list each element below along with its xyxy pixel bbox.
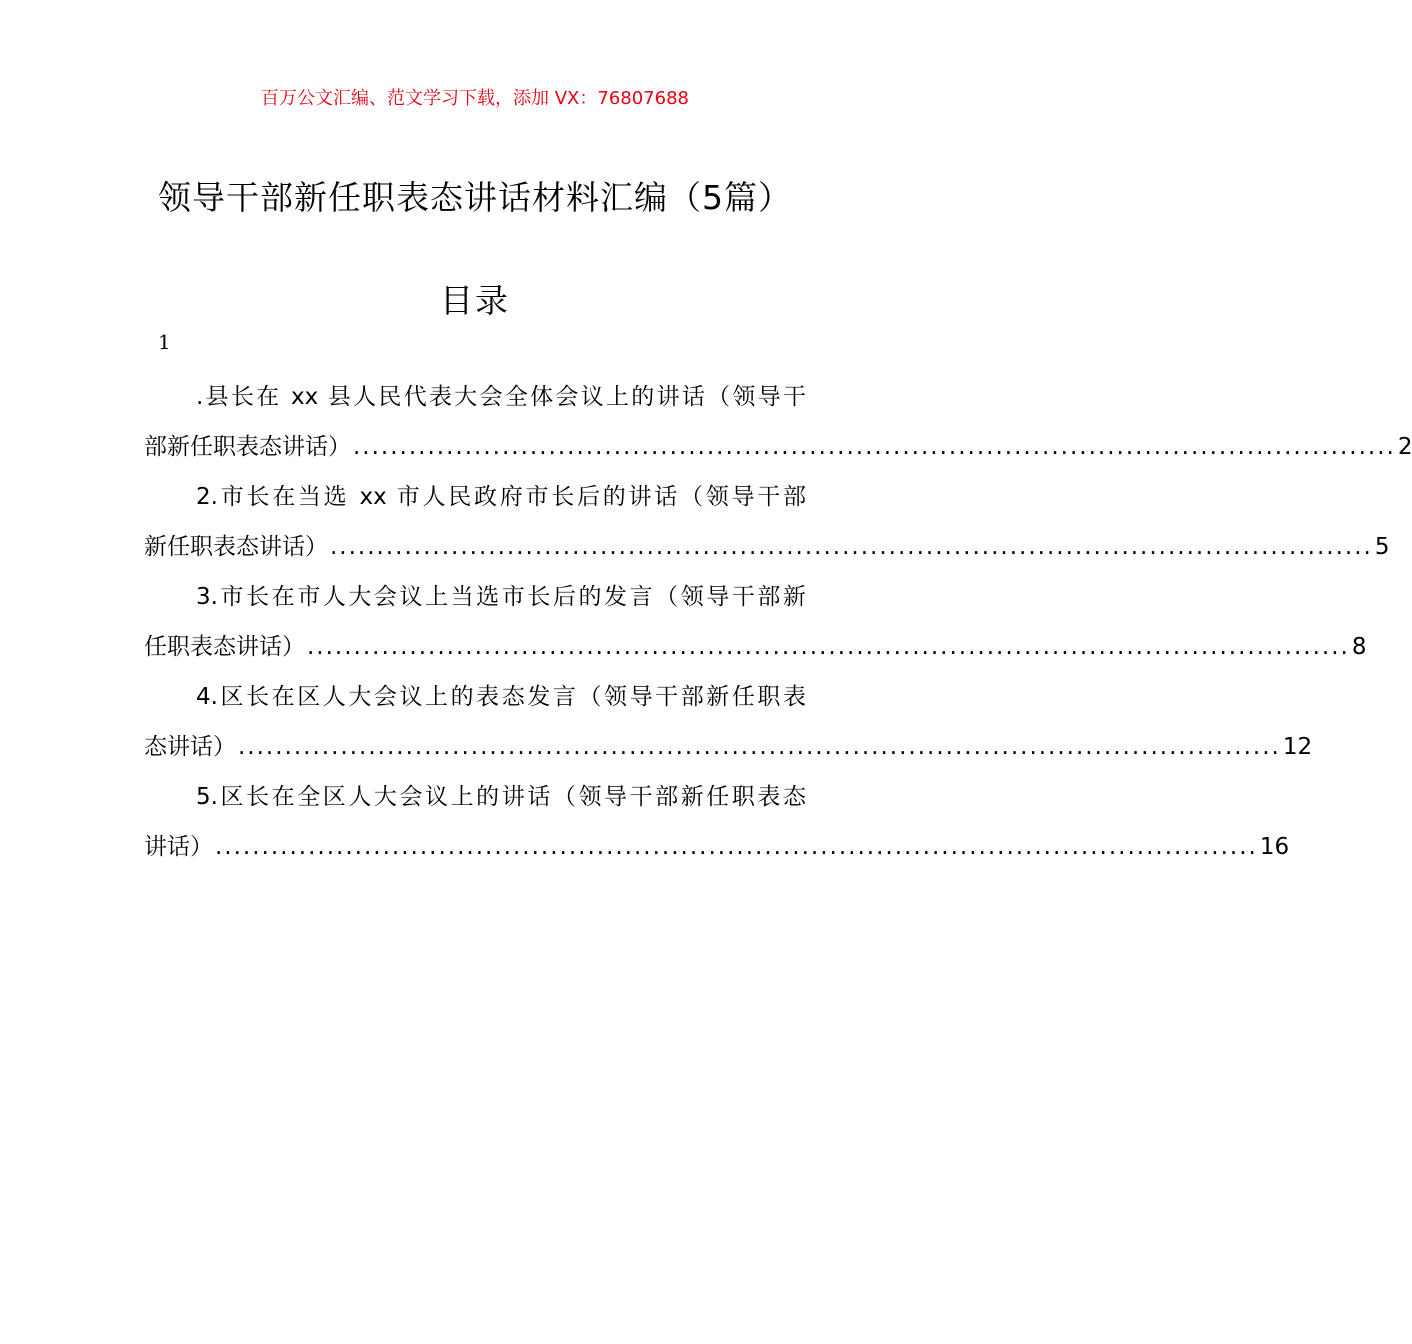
toc-page-number: 2 — [1397, 434, 1412, 460]
toc-entry-continuation — [144, 622, 1367, 672]
toc-page-number: 12 — [1282, 734, 1313, 760]
toc-entry-title: 3.市长在市人大会议上当选市长后的发言（领导干部新 — [196, 584, 806, 610]
toc-entry-title-tail: 任职表态讲话） — [144, 634, 305, 660]
toc-entry[interactable] — [144, 672, 1313, 772]
document-title: 领导干部新任职表态讲话材料汇编（5篇） — [158, 178, 792, 217]
toc-entry-title: 4.区长在区人大会议上的表态发言（领导干部新任职表 — [196, 684, 806, 710]
toc-entry[interactable] — [144, 572, 1367, 672]
dot-leader: ................................................................................................................ — [330, 534, 1373, 560]
toc-entry-title: .县长在 xx 县人民代表大会全体会议上的讲话（领导干 — [196, 384, 806, 410]
toc-entry-title-tail: 态讲话） — [144, 734, 236, 760]
stray-list-number: 1 — [158, 330, 171, 354]
toc-entry-title: 5.区长在全区人大会议上的讲话（领导干部新任职表态 — [196, 784, 806, 810]
toc-entry-title-tail: 新任职表态讲话） — [144, 534, 328, 560]
toc-entry[interactable] — [144, 372, 1412, 472]
dot-leader: ................................................................................................................ — [215, 834, 1258, 860]
dot-leader: ................................................................................................................ — [238, 734, 1281, 760]
toc-entry-title-tail: 讲话） — [144, 834, 213, 860]
toc-page-number: 8 — [1351, 634, 1367, 660]
toc-entry-title: 2.市长在当选 xx 市人民政府市长后的讲话（领导干部 — [196, 484, 806, 510]
toc-entry-continuation — [144, 722, 1313, 772]
toc-entry-title-tail: 部新任职表态讲话） — [144, 434, 351, 460]
toc-page-number: 16 — [1259, 834, 1290, 860]
toc-entry[interactable] — [144, 772, 1290, 872]
toc-entry-continuation — [144, 822, 1290, 872]
watermark-header: 百万公文汇编、范文学习下载，添加 VX：76807688 — [261, 88, 689, 109]
dot-leader: ................................................................................................................ — [307, 634, 1350, 660]
toc-entry-continuation — [144, 522, 1390, 572]
toc-heading: 目录 — [440, 281, 510, 320]
dot-leader: ................................................................................................................ — [353, 434, 1396, 460]
table-of-contents — [144, 372, 1412, 872]
toc-page-number: 5 — [1374, 534, 1390, 560]
toc-entry-continuation — [144, 422, 1412, 472]
toc-entry[interactable] — [144, 472, 1390, 572]
